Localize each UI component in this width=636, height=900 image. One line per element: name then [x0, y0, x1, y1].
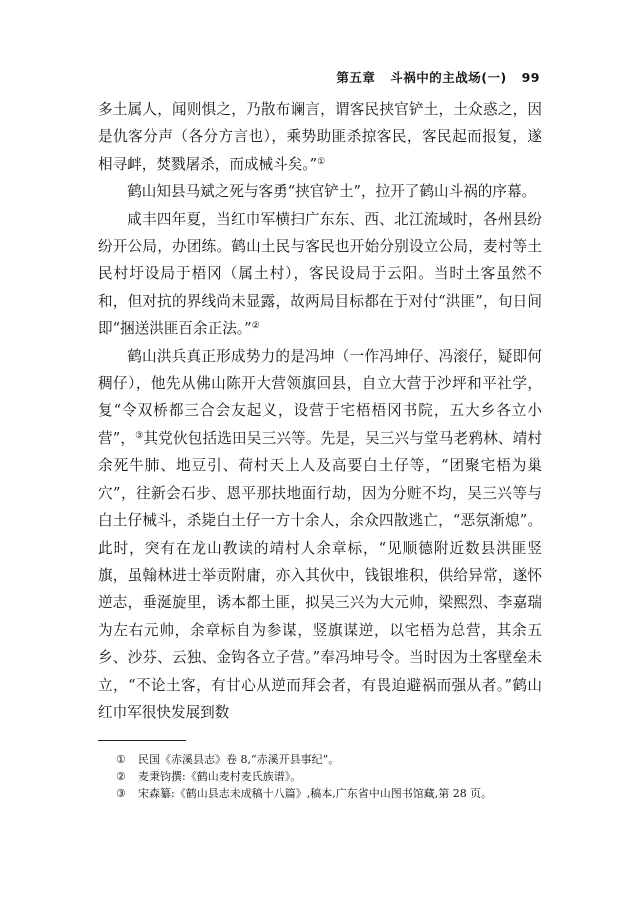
footnote-mark: ① — [116, 753, 126, 766]
footnote-text: 宋森纂:《鹤山县志未成稿十八篇》,稿本,广东省中山图书馆藏,第 28 页。 — [138, 787, 493, 800]
footnote-ref-1: ① — [317, 156, 326, 167]
footnote-mark: ② — [116, 770, 126, 783]
footnote-text: 民国《赤溪县志》卷 8,“赤溪开县事纪”。 — [138, 753, 340, 766]
footnote-2 — [116, 768, 536, 785]
paragraph-2: 鹤山知县马斌之死与客勇“挟官铲土”，拉开了鹤山斗祸的序幕。 — [127, 183, 537, 201]
paragraph-3: 咸丰四年夏，当红巾军横扫广东东、西、北江流域时，各州县纷纷开公局，办团练。鹤山土民与客民也开始分别设立公局，麦村等土民村圩设局于梧冈（属土村），客民设局于云阳。当时土客虽然不和，但对抗的界线尚未显露，故两局目标都在于对付“洪匪”，旬日间即“捆送洪匪百余正法。”② — [98, 210, 542, 338]
footnote-3 — [116, 785, 536, 802]
footnote-ref-3: ③ — [135, 430, 144, 441]
running-head — [336, 68, 540, 86]
chapter-label: 第五章 — [336, 70, 376, 85]
paragraph-1: 多土属人，闻则惧之，乃散布谰言，谓客民挟官铲土，土众惑之，因是仇客分声（各分方言也），乘势助匪杀掠客民，客民起而报复，遂相寻衅，焚戮屠杀，而成械斗矣。”① — [98, 101, 542, 173]
footnote-divider — [98, 740, 186, 741]
footnote-mark: ③ — [116, 787, 126, 800]
paragraph-4: 鹤山洪兵真正形成势力的是冯坤（一作冯坤仔、冯滚仔，疑即何稠仔），他先从佛山陈开大营领旗回县，自立大营于沙坪和平社学，复“令双桥都三合会友起义，设营于宅梧梧冈书院，五大乡各立小营”，③其党伙包括选田吴三兴等。先是，吴三兴与堂马老鸦林、靖村余死牛肺、地豆引、荷村天上人及高要白土仔等，“团聚宅梧为巢穴”，往新会石步、恩平那扶地面行劫，因为分赃不均，吴三兴等与白土仔械斗，杀毙白土仔一方十余人，余众四散逃亡，“恶氛渐熄”。此时，突有在龙山教读的靖村人余章标，“见顺德附近数县洪匪竖旗，虽翰林进士举贡附庸，亦入其伙中，钱银堆积，供给异常，遂怀逆志，垂涎旋里，诱本都土匪，拟吴三兴为大元帅，梁熙烈、李嘉瑞为左右元帅，余章标自为参谋，竖旗谋逆，以宅梧为总营，其余五乡、沙芬、云独、金钩各立子营。”奉冯坤号令。当时因为土客壁垒未立，“不论土客，有甘心从逆而拜会者，有畏迫避祸而强从者。”鹤山红巾军很快发展到数 — [98, 347, 542, 721]
footnotes — [116, 751, 536, 802]
footnote-1 — [116, 751, 536, 768]
footnote-ref-2: ② — [251, 321, 260, 332]
body-text — [98, 96, 542, 726]
chapter-title: 斗祸中的主战场(一) — [390, 70, 507, 85]
page-number: 99 — [521, 70, 540, 85]
footnote-text: 麦秉钧撰:《鹤山麦村麦氏族谱》。 — [138, 770, 302, 783]
